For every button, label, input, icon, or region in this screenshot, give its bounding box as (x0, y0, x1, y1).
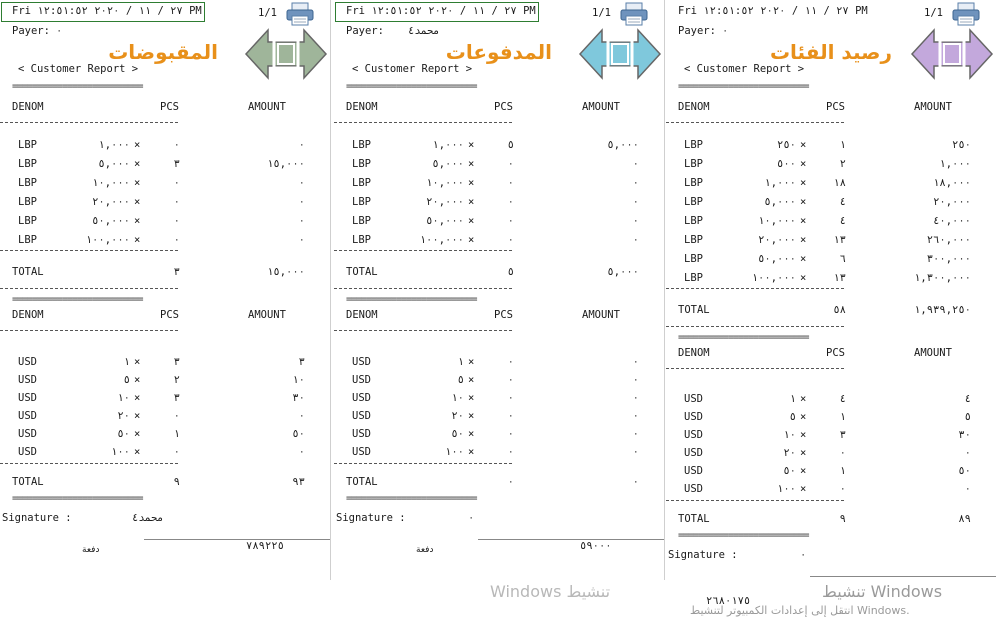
times-sign: × (468, 196, 475, 208)
amount-value: ٠ (632, 410, 639, 422)
payer-value: محمد٤ (408, 25, 440, 37)
currency-code: LBP (684, 234, 703, 246)
denomination-value: ١ (789, 393, 796, 405)
report-datetime: Fri ٢٧ / ١١ / ٢٠٢٠ ١٢:٥١:٥٢ PM (12, 5, 202, 17)
batch-label: دفعة (82, 545, 100, 555)
pieces-count: ٦ (839, 253, 846, 265)
total-pieces: ٥ (507, 266, 514, 278)
total-pieces: ٥٨ (833, 304, 846, 316)
currency-code: LBP (684, 139, 703, 151)
pcs-header: PCS (160, 309, 179, 321)
signature-label: Signature : (2, 512, 72, 524)
dashed-rule (666, 500, 844, 502)
currency-code: USD (352, 446, 371, 458)
times-sign: × (134, 428, 141, 440)
amount-header: AMOUNT (248, 101, 286, 113)
dashed-rule (0, 463, 178, 465)
printer-icon (285, 2, 315, 26)
separator-line: ========================== (12, 294, 143, 305)
amount-value: ١٨,٠٠٠ (933, 177, 971, 189)
payer-value: ٠ (56, 25, 63, 37)
pieces-count: ٠ (507, 215, 514, 227)
currency-code: LBP (18, 215, 37, 227)
denomination-value: ١,٠٠٠ (432, 139, 464, 151)
pieces-count: ٣ (173, 356, 180, 368)
pieces-count: ٠ (173, 446, 180, 458)
denomination-value: ١ (123, 356, 130, 368)
times-sign: × (468, 234, 475, 246)
denomination-value: ٥ (457, 374, 464, 386)
pieces-count: ٠ (507, 392, 514, 404)
customer-report-label: < Customer Report > (352, 63, 473, 75)
denom-header: DENOM (346, 309, 378, 321)
amount-header: AMOUNT (582, 309, 620, 321)
pieces-count: ٠ (173, 177, 180, 189)
denomination-value: ١٠٠,٠٠٠ (751, 272, 796, 284)
currency-code: USD (18, 356, 37, 368)
times-sign: × (800, 447, 807, 459)
times-sign: × (800, 158, 807, 170)
amount-value: ٠ (298, 215, 305, 227)
dashed-rule (334, 463, 512, 465)
amount-value: ٠ (632, 196, 639, 208)
amount-value: ٣٠٠,٠٠٠ (926, 253, 971, 265)
page-number: 1/1 (258, 7, 277, 19)
times-sign: × (800, 177, 807, 189)
amount-value: ٠ (632, 356, 639, 368)
denomination-value: ٢٠ (783, 447, 796, 459)
pieces-count: ٠ (507, 196, 514, 208)
times-sign: × (468, 428, 475, 440)
denomination-value: ١٠٠,٠٠٠ (85, 234, 130, 246)
printer-icon (619, 2, 649, 26)
amount-value: ٠ (632, 158, 639, 170)
pieces-count: ٤ (839, 196, 846, 208)
currency-code: USD (684, 411, 703, 423)
amount-value: ١,٠٠٠ (939, 158, 971, 170)
currency-code: USD (684, 447, 703, 459)
divider (664, 0, 665, 580)
signature-label: Signature : (668, 549, 738, 561)
total-amount: ١٥,٠٠٠ (267, 266, 305, 278)
exchange-logo-icon (244, 24, 328, 84)
currency-code: USD (352, 392, 371, 404)
amount-value: ٢٠,٠٠٠ (933, 196, 971, 208)
pieces-count: ٠ (507, 410, 514, 422)
total-amount: ٨٩ (958, 513, 971, 525)
denomination-value: ١٠٠ (777, 483, 796, 495)
total-pieces: ٩ (839, 513, 846, 525)
pieces-count: ٠ (173, 215, 180, 227)
denomination-value: ٥٠٠ (777, 158, 796, 170)
pieces-count: ٢ (173, 374, 180, 386)
pcs-header: PCS (160, 101, 179, 113)
pieces-count: ٠ (507, 446, 514, 458)
currency-code: LBP (684, 253, 703, 265)
times-sign: × (134, 356, 141, 368)
times-sign: × (134, 177, 141, 189)
denomination-value: ١,٠٠٠ (98, 139, 130, 151)
denomination-value: ٢٠ (451, 410, 464, 422)
denomination-value: ٥٠,٠٠٠ (92, 215, 130, 227)
denom-header: DENOM (12, 309, 44, 321)
times-sign: × (134, 158, 141, 170)
windows-watermark-ghost: Windows تنشيط (490, 582, 611, 601)
denom-header: DENOM (678, 101, 710, 113)
exchange-logo-icon (578, 24, 662, 84)
total-amount: ٩٣ (292, 476, 305, 488)
total-label: TOTAL (12, 266, 44, 278)
denomination-value: ١٠٠ (111, 446, 130, 458)
separator-line: ========================== (678, 332, 809, 343)
denomination-value: ١٠,٠٠٠ (426, 177, 464, 189)
separator-line: ========================== (346, 493, 477, 504)
dashed-rule (0, 330, 178, 332)
times-sign: × (468, 374, 475, 386)
denomination-value: ١,٠٠٠ (764, 177, 796, 189)
total-pieces: ٠ (507, 476, 514, 488)
receipts-panel (0, 0, 330, 636)
separator-line: ========================== (678, 530, 809, 541)
currency-code: LBP (18, 177, 37, 189)
amount-value: ٥,٠٠٠ (607, 139, 639, 151)
pieces-count: ٤ (839, 393, 846, 405)
denomination-value: ٥٠ (117, 428, 130, 440)
section-title: رصيد الفئات (769, 40, 892, 64)
amount-value: ٥٠ (292, 428, 305, 440)
pieces-count: ١٣ (833, 234, 846, 246)
denomination-value: ٥٠,٠٠٠ (426, 215, 464, 227)
total-amount: ٥,٠٠٠ (607, 266, 639, 278)
currency-code: USD (684, 393, 703, 405)
currency-code: LBP (352, 139, 371, 151)
currency-code: LBP (18, 139, 37, 151)
dashed-rule (0, 250, 178, 252)
currency-code: LBP (684, 196, 703, 208)
pieces-count: ٠ (173, 410, 180, 422)
denomination-value: ٥٠,٠٠٠ (758, 253, 796, 265)
currency-code: LBP (352, 158, 371, 170)
total-label: TOTAL (678, 513, 710, 525)
pieces-count: ٣ (173, 392, 180, 404)
pieces-count: ٠ (507, 428, 514, 440)
currency-code: LBP (18, 196, 37, 208)
denomination-value: ١٠ (783, 429, 796, 441)
total-amount: ١,٩٣٩,٢٥٠ (914, 304, 971, 316)
batch-number: ٢٦٨٠١٧٥ (706, 595, 751, 607)
denom-header: DENOM (12, 101, 44, 113)
times-sign: × (800, 196, 807, 208)
payments-panel (334, 0, 664, 636)
times-sign: × (800, 393, 807, 405)
pieces-count: ٠ (507, 356, 514, 368)
windows-watermark-title: تنشيط Windows (822, 582, 943, 601)
amount-header: AMOUNT (914, 101, 952, 113)
exchange-logo-icon (910, 24, 994, 84)
amount-value: ٣٠ (958, 429, 971, 441)
currency-code: USD (684, 465, 703, 477)
denomination-value: ١٠,٠٠٠ (92, 177, 130, 189)
times-sign: × (134, 374, 141, 386)
times-sign: × (134, 392, 141, 404)
pieces-count: ١٣ (833, 272, 846, 284)
dashed-rule (334, 250, 512, 252)
pieces-count: ٠ (507, 374, 514, 386)
times-sign: × (800, 272, 807, 284)
pieces-count: ١ (839, 411, 846, 423)
pcs-header: PCS (494, 309, 513, 321)
total-label: TOTAL (678, 304, 710, 316)
signature-value: محمد٤ (132, 512, 164, 524)
currency-code: USD (18, 410, 37, 422)
pieces-count: ٠ (173, 234, 180, 246)
pieces-count: ٣ (839, 429, 846, 441)
times-sign: × (134, 234, 141, 246)
currency-code: USD (684, 429, 703, 441)
page-number: 1/1 (924, 7, 943, 19)
denomination-value: ١٠٠,٠٠٠ (419, 234, 464, 246)
denom-header: DENOM (678, 347, 710, 359)
times-sign: × (800, 429, 807, 441)
amount-value: ٠ (298, 234, 305, 246)
pcs-header: PCS (494, 101, 513, 113)
times-sign: × (800, 139, 807, 151)
pieces-count: ٢ (839, 158, 846, 170)
windows-watermark-subtitle: انتقل إلى إعدادات الكمبيوتر لتنشيط Windows. (690, 604, 910, 617)
signature-value: ٠ (800, 549, 807, 561)
pcs-header: PCS (826, 347, 845, 359)
total-label: TOTAL (346, 266, 378, 278)
amount-value: ٤٠,٠٠٠ (933, 215, 971, 227)
dashed-rule (666, 326, 844, 328)
times-sign: × (134, 410, 141, 422)
total-pieces: ٩ (173, 476, 180, 488)
denomination-value: ٥,٠٠٠ (432, 158, 464, 170)
dashed-rule (334, 288, 512, 290)
dashed-rule (0, 122, 178, 124)
dashed-rule (334, 122, 512, 124)
amount-value: ٠ (632, 374, 639, 386)
signature-value: ٠ (468, 512, 475, 524)
pieces-count: ٣ (173, 158, 180, 170)
denomination-value: ٢٠ (117, 410, 130, 422)
denomination-value: ٥ (123, 374, 130, 386)
pcs-header: PCS (826, 101, 845, 113)
amount-header: AMOUNT (582, 101, 620, 113)
currency-code: LBP (18, 234, 37, 246)
denomination-value: ٥,٠٠٠ (98, 158, 130, 170)
denomination-value: ٢٠,٠٠٠ (426, 196, 464, 208)
times-sign: × (468, 356, 475, 368)
amount-value: ٠ (298, 410, 305, 422)
amount-value: ٠ (298, 196, 305, 208)
denomination-value: ٥٠ (451, 428, 464, 440)
denomination-value: ٢٥٠ (777, 139, 796, 151)
denomination-value: ٥٠ (783, 465, 796, 477)
separator-line: ========================== (678, 81, 809, 92)
times-sign: × (134, 215, 141, 227)
amount-value: ٠ (632, 428, 639, 440)
times-sign: × (468, 392, 475, 404)
amount-value: ٥٠ (958, 465, 971, 477)
signature-label: Signature : (336, 512, 406, 524)
amount-header: AMOUNT (914, 347, 952, 359)
page-number: 1/1 (592, 7, 611, 19)
times-sign: × (468, 177, 475, 189)
times-sign: × (468, 410, 475, 422)
pieces-count: ٠ (173, 196, 180, 208)
denomination-value: ١٠ (451, 392, 464, 404)
currency-code: USD (352, 410, 371, 422)
total-pieces: ٣ (173, 266, 180, 278)
signature-line (478, 539, 664, 540)
total-amount: ٠ (632, 476, 639, 488)
pieces-count: ٥ (507, 139, 514, 151)
amount-value: ٠ (964, 447, 971, 459)
currency-code: LBP (684, 272, 703, 284)
times-sign: × (468, 158, 475, 170)
amount-value: ٠ (298, 446, 305, 458)
separator-line: ========================== (12, 81, 143, 92)
pieces-count: ٠ (507, 234, 514, 246)
currency-code: USD (18, 392, 37, 404)
amount-value: ٠ (632, 392, 639, 404)
times-sign: × (800, 483, 807, 495)
payer-label: Payer: (12, 25, 50, 37)
times-sign: × (468, 139, 475, 151)
times-sign: × (800, 465, 807, 477)
times-sign: × (800, 253, 807, 265)
amount-value: ٠ (632, 446, 639, 458)
amount-value: ٢٥٠ (952, 139, 971, 151)
pieces-count: ١ (173, 428, 180, 440)
pieces-count: ٠ (507, 158, 514, 170)
dashed-rule (334, 330, 512, 332)
currency-code: USD (18, 374, 37, 386)
batch-number: ٧٨٩٢٢٥ (246, 540, 284, 552)
amount-header: AMOUNT (248, 309, 286, 321)
dashed-rule (666, 288, 844, 290)
payer-label: Payer: (346, 25, 384, 37)
section-title: المقبوضات (108, 40, 218, 64)
payer-value: ٠ (722, 25, 729, 37)
amount-value: ٠ (632, 234, 639, 246)
currency-code: USD (352, 428, 371, 440)
signature-line (144, 539, 330, 540)
times-sign: × (134, 139, 141, 151)
currency-code: LBP (684, 158, 703, 170)
currency-code: USD (684, 483, 703, 495)
amount-value: ٠ (298, 177, 305, 189)
payer-label: Payer: (678, 25, 716, 37)
pieces-count: ٠ (173, 139, 180, 151)
customer-report-label: < Customer Report > (684, 63, 805, 75)
currency-code: USD (18, 446, 37, 458)
currency-code: USD (18, 428, 37, 440)
dashed-rule (0, 288, 178, 290)
currency-code: LBP (684, 177, 703, 189)
times-sign: × (800, 215, 807, 227)
currency-code: LBP (352, 177, 371, 189)
denomination-value: ١٠ (117, 392, 130, 404)
separator-line: ========================== (12, 493, 143, 504)
currency-code: LBP (684, 215, 703, 227)
amount-value: ١٥,٠٠٠ (267, 158, 305, 170)
customer-report-label: < Customer Report > (18, 63, 139, 75)
total-label: TOTAL (346, 476, 378, 488)
amount-value: ٣ (298, 356, 305, 368)
signature-line (810, 576, 996, 577)
times-sign: × (468, 215, 475, 227)
amount-value: ٢٦٠,٠٠٠ (926, 234, 971, 246)
pieces-count: ١ (839, 139, 846, 151)
section-title: المدفوعات (445, 40, 552, 64)
amount-value: ٤ (964, 393, 971, 405)
dashed-rule (666, 368, 844, 370)
amount-value: ٥ (964, 411, 971, 423)
amount-value: ٠ (632, 215, 639, 227)
denomination-value: ١ (457, 356, 464, 368)
denomination-value: ٥,٠٠٠ (764, 196, 796, 208)
dashed-rule (666, 122, 844, 124)
separator-line: ========================== (346, 81, 477, 92)
denomination-value: ١٠٠ (445, 446, 464, 458)
currency-code: USD (352, 374, 371, 386)
currency-code: USD (352, 356, 371, 368)
denom-header: DENOM (346, 101, 378, 113)
currency-code: LBP (352, 234, 371, 246)
pieces-count: ٠ (507, 177, 514, 189)
currency-code: LBP (352, 215, 371, 227)
amount-value: ٠ (632, 177, 639, 189)
divider (330, 0, 331, 580)
pieces-count: ٠ (839, 483, 846, 495)
report-datetime: Fri ٢٧ / ١١ / ٢٠٢٠ ١٢:٥١:٥٢ PM (678, 5, 868, 17)
denomination-balance-panel (666, 0, 996, 636)
amount-value: ١٠ (292, 374, 305, 386)
batch-label: دفعة (416, 545, 434, 555)
amount-value: ١,٣٠٠,٠٠٠ (914, 272, 971, 284)
times-sign: × (468, 446, 475, 458)
batch-number: ٥٩٠٠٠ (580, 540, 612, 552)
amount-value: ٠ (964, 483, 971, 495)
times-sign: × (800, 234, 807, 246)
currency-code: LBP (352, 196, 371, 208)
pieces-count: ١٨ (833, 177, 846, 189)
currency-code: LBP (18, 158, 37, 170)
report-datetime: Fri ٢٧ / ١١ / ٢٠٢٠ ١٢:٥١:٥٢ PM (346, 5, 536, 17)
denomination-value: ٥ (789, 411, 796, 423)
pieces-count: ٠ (839, 447, 846, 459)
times-sign: × (134, 196, 141, 208)
pieces-count: ١ (839, 465, 846, 477)
denomination-value: ٢٠,٠٠٠ (92, 196, 130, 208)
times-sign: × (800, 411, 807, 423)
denomination-value: ٢٠,٠٠٠ (758, 234, 796, 246)
amount-value: ٣٠ (292, 392, 305, 404)
pieces-count: ٤ (839, 215, 846, 227)
separator-line: ========================== (346, 294, 477, 305)
denomination-value: ١٠,٠٠٠ (758, 215, 796, 227)
amount-value: ٠ (298, 139, 305, 151)
times-sign: × (134, 446, 141, 458)
printer-icon (951, 2, 981, 26)
total-label: TOTAL (12, 476, 44, 488)
